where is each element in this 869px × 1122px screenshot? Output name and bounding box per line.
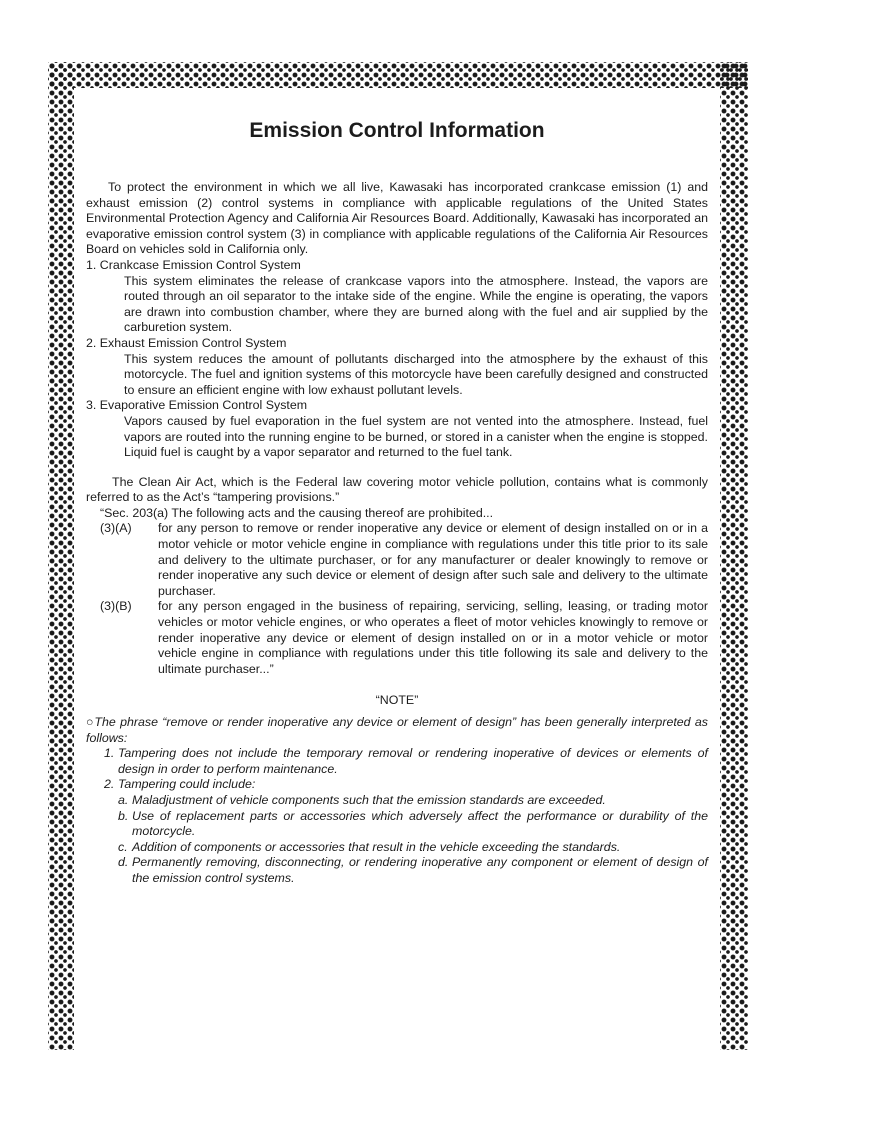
note-subitem-text: Permanently removing, disconnecting, or rendering inoperative any component or element of design of the emission control systems. (132, 855, 708, 885)
note-subitem-a (118, 793, 708, 809)
system-body: Vapors caused by fuel evaporation in the fuel system are not vented into the atmosphere. Instead, fuel vapors are routed into the running engine to be burned, or stored in a canister when the engine is stopped. Liquid fuel is caught by a vapor separator and returned to the fuel tank. (124, 413, 708, 460)
note-subitem-text: Addition of components or accessories that result in the vehicle exceeding the standards. (132, 839, 621, 854)
intro-paragraph: To protect the environment in which we all live, Kawasaki has incorporated crankcase emission (1) and exhaust emission (2) control systems in compliance with applicable regulations of the United States Environmental Protection Agency and California Air Resources Board. Additionally, Kawasaki has incorporated an evaporative emission control system (3) in compliance with applicable regulations of the California Air Resources Board on vehicles sold in California only. (86, 180, 708, 257)
section-203a: “Sec. 203(a) The following acts and the causing thereof are prohibited... (100, 505, 494, 520)
note-subitem-text: Maladjustment of vehicle components such that the emission standards are exceeded. (132, 792, 606, 807)
note-subitem-letter: c. (118, 839, 128, 854)
document-content (86, 118, 708, 887)
note-title: “NOTE” (375, 693, 419, 708)
system-body: This system eliminates the release of crankcase vapors into the atmosphere. Instead, the vapors are routed through an oil separator to the intake side of the engine. While the engine is operating, the vapors are drawn into combustion chamber, where they are burned along with the fuel and air supplied by the carburetion system. (124, 273, 708, 335)
page-title: Emission Control Information (249, 119, 545, 142)
note-subitem-letter: a. (118, 792, 129, 807)
note-subitem-letter: d. (118, 855, 129, 870)
note-item-2 (104, 777, 708, 793)
clause-text: for any person to remove or render inoperative any device or element of design installed on or in a motor vehicle or motor vehicle engine in compliance with regulations under this title prior to its sale and delivery to the ultimate purchaser, or for any manufacturer or dealer knowingly to remove or render inoperative any such device or element of design after such sale and delivery to the ultimate purchaser. (158, 521, 708, 598)
decorative-border-top (48, 62, 748, 88)
system-item-2 (86, 336, 708, 398)
system-heading: 2. Exhaust Emission Control System (86, 335, 287, 350)
decorative-border-left (48, 62, 74, 1050)
system-body: This system reduces the amount of pollutants discharged into the atmosphere by the exhaust of this motorcycle. The fuel and ignition systems of this motorcycle have been carefully designed and constructed to ensure an efficient engine with low exhaust pollutant levels. (124, 351, 708, 397)
note-item-text: Tampering does not include the temporary removal or rendering inoperative of devices or elements of design in order to perform maintenance. (118, 746, 708, 776)
note-subitem-text: Use of replacement parts or accessories which adversely affect the performance or durability of the motorcycle. (132, 808, 708, 839)
clause-label: (3)(B) (100, 599, 132, 614)
clause-3b (100, 599, 708, 677)
circle-bullet-icon: ○ (86, 715, 95, 729)
decorative-border-right (720, 62, 748, 1050)
note-subitem-letter: b. (118, 808, 129, 823)
clause-label: (3)(A) (100, 521, 132, 536)
note-lead (86, 715, 708, 746)
note-item-1 (104, 746, 708, 777)
clause-3a (100, 521, 708, 599)
note-item-number: 2. (104, 777, 115, 792)
system-heading: 3. Evaporative Emission Control System (86, 398, 308, 413)
system-item-1 (86, 258, 708, 336)
note-subitem-d (118, 855, 708, 886)
note-subitem-c (118, 840, 708, 856)
system-heading: 1. Crankcase Emission Control System (86, 257, 301, 272)
clause-text: for any person engaged in the business of repairing, servicing, selling, leasing, or trading motor vehicles or motor vehicle engines, or who operates a fleet of motor vehicles knowingly to remove or render inoperative any device or element of design installed on or in a motor vehicle or motor vehicle engine in compliance with regulations under this title following its sale and delivery to the ultimate purchaser...” (158, 599, 708, 676)
note-subitem-b (118, 809, 708, 840)
clean-air-act-paragraph: The Clean Air Act, which is the Federal law covering motor vehicle pollution, contains what is commonly referred to as the Act’s “tampering provisions.” (86, 474, 708, 505)
system-item-3 (86, 398, 708, 460)
note-item-number: 1. (104, 746, 115, 761)
note-lead-text: The phrase “remove or render inoperative any device or element of design” has been generally interpreted as follows: (86, 715, 708, 745)
note-item-text: Tampering could include: (118, 777, 256, 792)
